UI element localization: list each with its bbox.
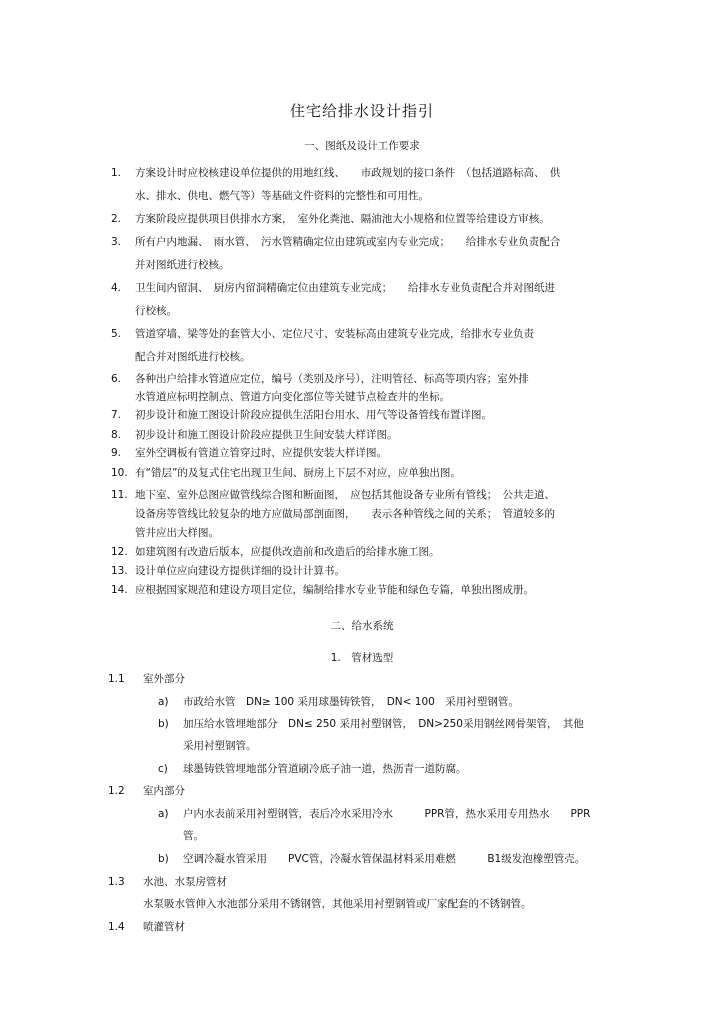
item-line: 加压给水管埋地部分 DN≤ 250 采用衬塑钢管， DN>250采用钢丝网骨架管， 其他 bbox=[183, 718, 584, 730]
item-line: 管道穿墙、梁等处的套管大小、定位尺寸、安装标高由建筑专业完成，给排水专业负责 bbox=[135, 328, 534, 340]
subsection-number: 1.3 bbox=[108, 876, 125, 888]
item-number: 2. bbox=[111, 213, 122, 225]
item-line: 管。 bbox=[183, 830, 204, 842]
item-line: 如建筑图有改造后版本，应提供改造前和改造后的给排水施工图。 bbox=[135, 546, 440, 558]
item-letter: a) bbox=[158, 808, 169, 820]
item-line: 并对图纸进行校核。 bbox=[135, 259, 230, 271]
item-line: 户内水表前采用衬塑钢管，表后冷水采用冷水 PPR管，热水采用专用热水 PPR bbox=[183, 808, 591, 820]
section-heading-1: 一、图纸及设计工作要求 bbox=[304, 140, 420, 152]
item-line: 室外空调板有管道立管穿过时，应提供安装大样详图。 bbox=[135, 447, 387, 459]
subsection-number: 1.1 bbox=[108, 673, 125, 685]
item-line: 有“错层”的及复式住宅出现卫生间、厨房上下层不对应，应单独出图。 bbox=[135, 467, 461, 479]
item-line: 市政给水管 DN≥ 100 采用球墨铸铁管， DN< 100 采用衬塑钢管。 bbox=[183, 696, 519, 708]
item-line: 水、排水、供电、燃气等）等基础文件资料的完整性和可用性。 bbox=[135, 190, 429, 202]
item-number: 5. bbox=[111, 328, 122, 340]
item-letter: b) bbox=[158, 718, 169, 730]
item-line: 卫生间内留洞、 厨房内留洞精确定位由建筑专业完成； 给排水专业负责配合并对图纸进 bbox=[135, 282, 555, 294]
item-line: 球墨铸铁管埋地部分管道刷冷底子油一道，热沥青一道防腐。 bbox=[183, 763, 467, 775]
item-letter: c) bbox=[158, 763, 168, 775]
subsection-heading: 1. 管材选型 bbox=[330, 652, 394, 664]
item-line: 设备房等管线比较复杂的地方应做局部剖面图， 表示各种管线之间的关系； 管道较多的 bbox=[135, 508, 555, 520]
item-line: 应根据国家规范和建设方项目定位，编制给排水专业节能和绿色专篇，单独出图成册。 bbox=[135, 584, 534, 596]
item-number: 6. bbox=[111, 373, 122, 385]
item-letter: a) bbox=[158, 696, 169, 708]
subsection-title: 水池、水泵房管材 bbox=[143, 876, 227, 888]
item-number: 7. bbox=[111, 409, 122, 421]
subsection-title: 室外部分 bbox=[143, 673, 185, 685]
item-line: 方案设计时应校核建设单位提供的用地红线、 市政规划的接口条件 （包括道路标高、 供 bbox=[135, 167, 561, 179]
item-line: 配合并对图纸进行校核。 bbox=[135, 351, 251, 363]
item-line: 采用衬塑钢管。 bbox=[183, 740, 257, 752]
item-line: 行校核。 bbox=[135, 305, 177, 317]
item-line: 设计单位应向建设方提供详细的设计计算书。 bbox=[135, 565, 345, 577]
item-number: 11. bbox=[111, 489, 128, 501]
subsection-title: 喷灌管材 bbox=[143, 921, 185, 933]
subsection-title: 室内部分 bbox=[143, 785, 185, 797]
item-line: 初步设计和施工图设计阶段应提供生活阳台用水、用气等设备管线布置详图。 bbox=[135, 409, 492, 421]
item-number: 4. bbox=[111, 282, 122, 294]
section-heading-2: 二、给水系统 bbox=[330, 620, 394, 632]
item-line: 空调冷凝水管采用 PVC管，冷凝水管保温材料采用难燃 B1级发泡橡塑管壳。 bbox=[183, 853, 586, 865]
doc-title: 住宅给排水设计指引 bbox=[289, 102, 434, 120]
item-number: 10. bbox=[111, 467, 128, 479]
item-letter: b) bbox=[158, 853, 169, 865]
item-line: 水管道应标明控制点、管道方向变化部位等关键节点检查井的坐标。 bbox=[135, 391, 450, 403]
item-number: 9. bbox=[111, 447, 122, 459]
item-line: 方案阶段应提供项目供排水方案， 室外化粪池、隔油池大小规格和位置等给建设方审核。 bbox=[135, 213, 550, 225]
item-number: 1. bbox=[111, 167, 122, 179]
item-line: 所有户内地漏、 雨水管、 污水管精确定位由建筑或室内专业完成； 给排水专业负责配合 bbox=[135, 236, 561, 248]
item-line: 管井应出大样图。 bbox=[135, 527, 219, 539]
subsection-number: 1.4 bbox=[108, 921, 125, 933]
item-line: 地下室、室外总图应做管线综合图和断面图， 应包括其他设备专业所有管线； 公共走道、 bbox=[135, 489, 555, 501]
item-line: 初步设计和施工图设计阶段应提供卫生间安装大样详图。 bbox=[135, 429, 398, 441]
item-number: 13. bbox=[111, 565, 128, 577]
item-number: 12. bbox=[111, 546, 128, 558]
subsection-number: 1.2 bbox=[108, 785, 125, 797]
item-number: 3. bbox=[111, 236, 122, 248]
subsection-text: 水泵吸水管伸入水池部分采用不锈钢管，其他采用衬塑钢管或厂家配套的不锈钢管。 bbox=[143, 898, 532, 910]
item-number: 14. bbox=[111, 584, 128, 596]
item-line: 各种出户给排水管道应定位，编号（类别及序号），注明管径、标高等项内容；室外排 bbox=[135, 373, 529, 385]
item-number: 8. bbox=[111, 429, 122, 441]
